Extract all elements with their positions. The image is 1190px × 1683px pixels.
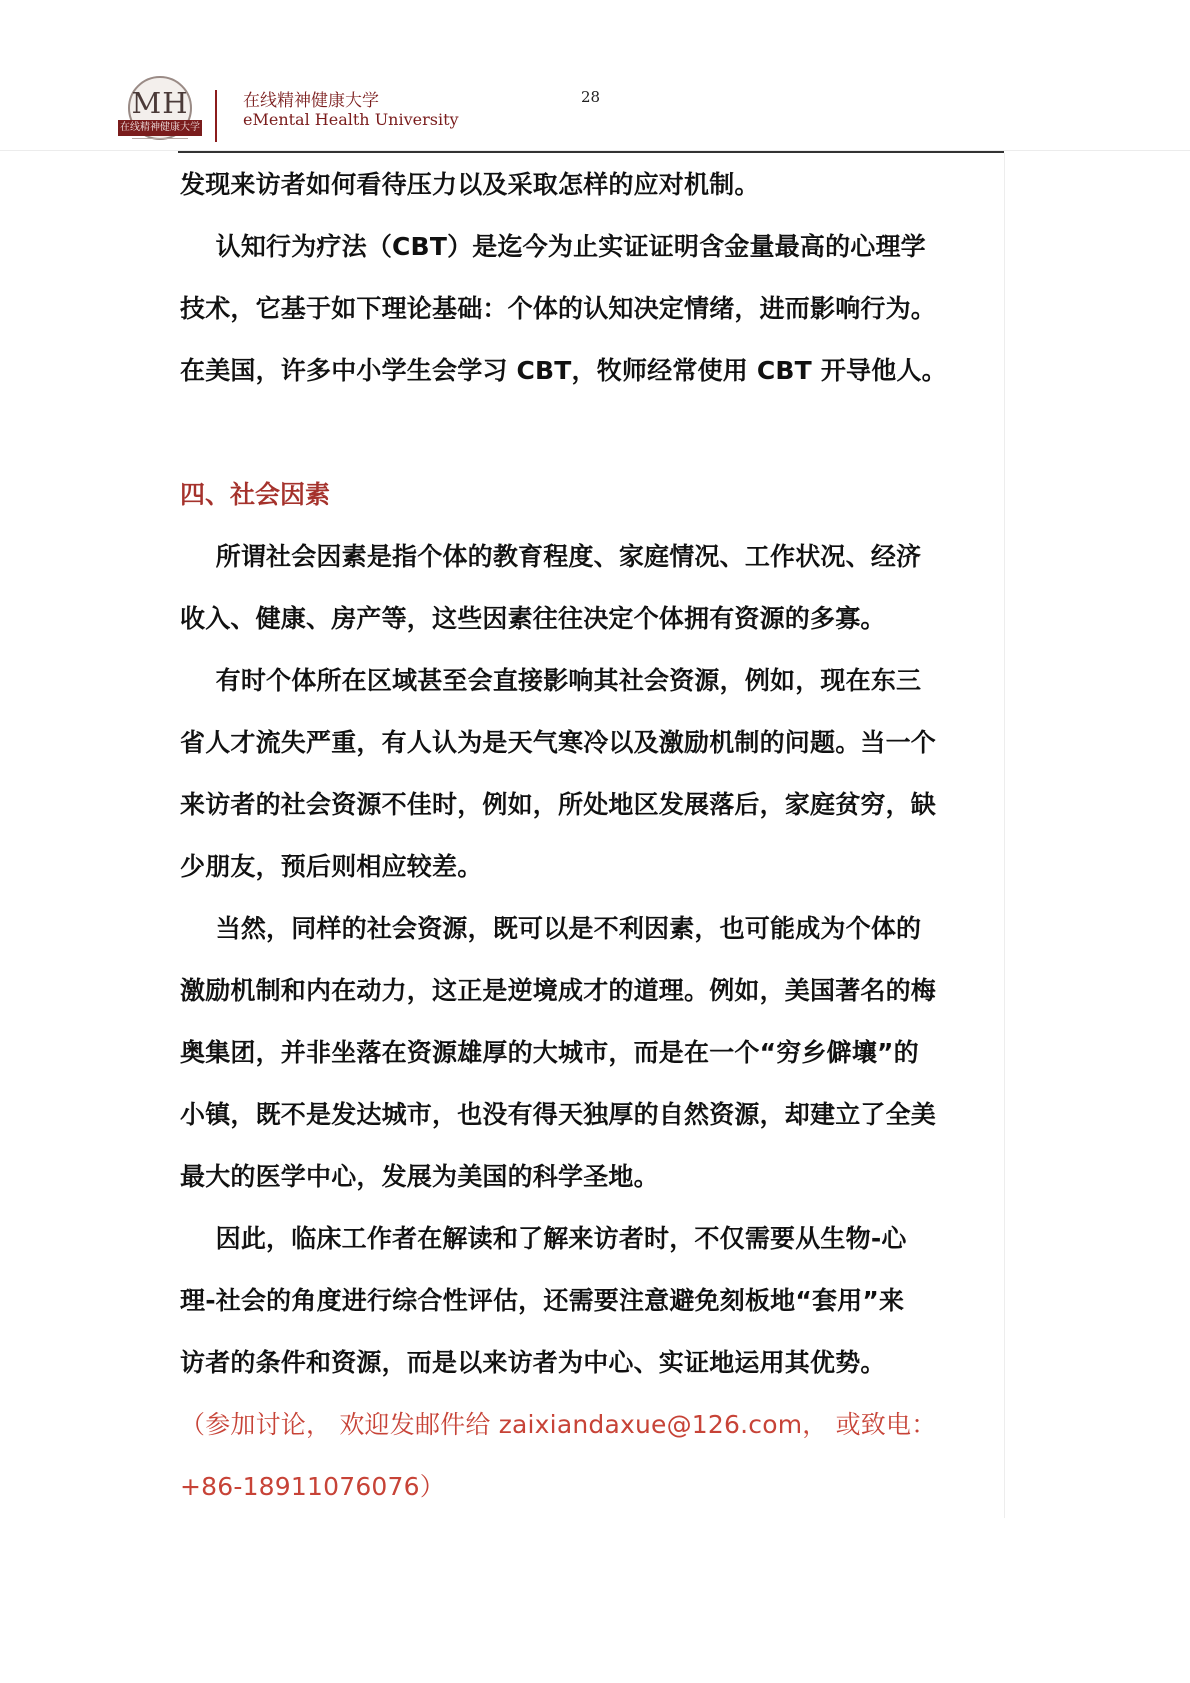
page-number: 28	[581, 88, 601, 106]
body-line: 访者的条件和资源，而是以来访者为中心、实证地运用其优势。	[180, 1348, 886, 1377]
body-line: 激励机制和内在动力，这正是逆境成才的道理。例如，美国著名的梅	[180, 976, 937, 1005]
logo-underline	[132, 138, 188, 145]
body-line: 有时个体所在区域甚至会直接影响其社会资源，例如，现在东三	[180, 666, 922, 695]
body-line: 在美国，许多中小学生会学习 CBT，牧师经常使用 CBT 开导他人。	[180, 356, 947, 385]
header-vertical-divider	[215, 90, 217, 142]
body-line: 所谓社会因素是指个体的教育程度、家庭情况、工作状况、经济	[180, 542, 922, 571]
body-line: 理-社会的角度进行综合性评估，还需要注意避免刻板地“套用”来	[180, 1286, 905, 1315]
logo-mh-text: MH	[131, 86, 189, 120]
body-line: 来访者的社会资源不佳时，例如，所处地区发展落后，家庭贫穷，缺	[180, 790, 937, 819]
header-rule	[178, 151, 1004, 153]
body-line: 技术，它基于如下理论基础：个体的认知决定情绪，进而影响行为。	[180, 294, 937, 323]
body-line: 收入、健康、房产等，这些因素往往决定个体拥有资源的多寡。	[180, 604, 886, 633]
brand-name-english: eMental Health University	[243, 110, 459, 129]
body-line: 奥集团，并非坐落在资源雄厚的大城市，而是在一个“穷乡僻壤”的	[180, 1038, 919, 1067]
logo-banner: 在线精神健康大学	[118, 120, 202, 136]
body-line: 省人才流失严重，有人认为是天气寒冷以及激励机制的问题。当一个	[180, 728, 937, 757]
body-line: 最大的医学中心，发展为美国的科学圣地。	[180, 1162, 659, 1191]
contact-phone: +86-18911076076）	[180, 1472, 445, 1501]
section-heading: 四、社会因素	[180, 480, 331, 509]
university-logo	[118, 76, 200, 152]
body-line: 认知行为疗法（CBT）是迄今为止实证证明含金量最高的心理学	[180, 232, 926, 261]
body-line: 少朋友，预后则相应较差。	[180, 852, 483, 881]
brand-name-chinese: 在线精神健康大学	[243, 91, 379, 111]
contact-line: （参加讨论， 欢迎发邮件给 zaixiandaxue@126.com， 或致电：	[180, 1410, 937, 1439]
body-line: 发现来访者如何看待压力以及采取怎样的应对机制。	[180, 170, 760, 199]
body-line: 因此，临床工作者在解读和了解来访者时，不仅需要从生物-心	[180, 1224, 907, 1253]
body-line: 当然，同样的社会资源，既可以是不利因素，也可能成为个体的	[180, 914, 922, 943]
body-line: 小镇，既不是发达城市，也没有得天独厚的自然资源，却建立了全美	[180, 1100, 937, 1129]
